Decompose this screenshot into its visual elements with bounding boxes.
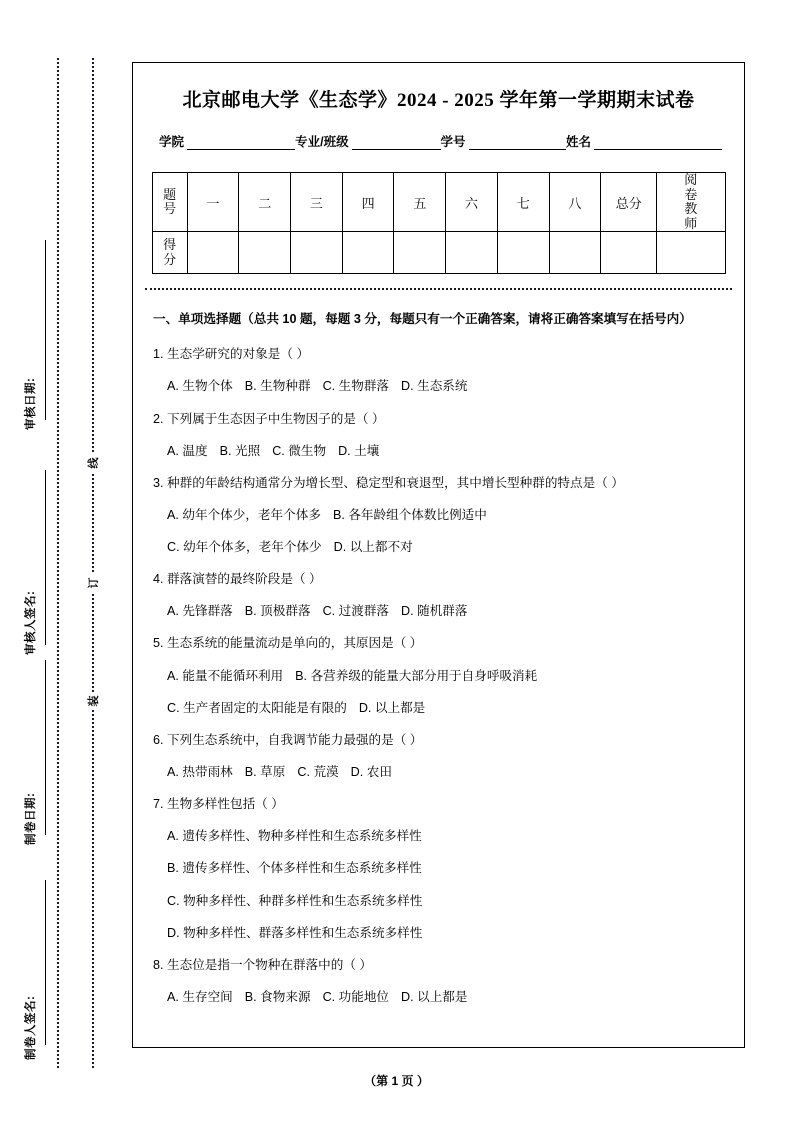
score-cell-4[interactable] [394, 232, 446, 274]
question-4-option-a[interactable]: A. 先锋群落 [167, 604, 233, 619]
score-cell-6[interactable] [497, 232, 549, 274]
score-table-col-3: 四 [342, 173, 394, 232]
field-major-class[interactable] [295, 132, 440, 150]
field-major-class-label: 专业/班级 [295, 135, 349, 149]
question-2-stem: 2. 下列属于生态因子中生物因子的是（ ） [153, 411, 385, 426]
seam-char-1: 订 [82, 574, 104, 592]
question-7-options-line-3 [167, 923, 728, 943]
grader-signature-cell[interactable] [657, 232, 725, 274]
question-5-option-b[interactable]: B. 各营养级的能量大部分用于自身呼吸消耗 [295, 668, 538, 683]
score-table-grader-header: 阅 卷 教 师 [657, 173, 725, 232]
seam-char-2: 装 [82, 692, 104, 710]
question-4-option-c[interactable]: C. 过渡群落 [322, 604, 390, 619]
question-7-option-d[interactable]: D. 物种多样性、群落多样性和生态系统多样性 [167, 925, 423, 940]
vertical-dotted-line-outer [57, 58, 59, 1068]
score-table-col-0: 一 [187, 173, 239, 232]
score-cell-1[interactable] [239, 232, 291, 274]
question-8-stem: 8. 生态位是指一个物种在群落中的（ ） [153, 957, 373, 972]
question-1-options-line-0 [167, 376, 728, 396]
question-6-stem: 6. 下列生态系统中，自我调节能力最强的是（ ） [153, 732, 423, 747]
question-7-options-line-0 [167, 826, 728, 846]
question-2-option-c[interactable]: C. 微生物 [272, 443, 327, 458]
question-6-options-line-0 [167, 762, 728, 782]
question-4-option-b[interactable]: B. 顶极群落 [244, 604, 311, 619]
question-2-option-a[interactable]: A. 温度 [167, 443, 208, 458]
left-margin-apparatus [0, 0, 130, 1122]
question-8-option-b[interactable]: B. 食物来源 [244, 990, 311, 1005]
field-major-class-rule[interactable] [352, 136, 441, 150]
field-student-id-rule[interactable] [469, 136, 567, 150]
question-1-option-c[interactable]: C. 生物群落 [322, 379, 390, 394]
exam-paper-sheet [132, 62, 745, 1048]
question-6-option-c[interactable]: C. 荒漠 [297, 765, 339, 780]
question-3-options-line-1 [167, 537, 728, 557]
question-3-option-d[interactable]: D. 以上都不对 [333, 540, 413, 555]
question-list [153, 344, 728, 1007]
seam-char-0: 线 [82, 454, 104, 472]
score-table-col-4: 五 [394, 173, 446, 232]
question-7-options-line-1 [167, 858, 728, 878]
question-3-option-a[interactable]: A. 幼年个体少，老年个体多 [167, 507, 321, 522]
score-table-col-2: 三 [291, 173, 343, 232]
question-7-stem: 7. 生物多样性包括（ ） [153, 797, 284, 812]
question-2-option-d[interactable]: D. 土壤 [338, 443, 380, 458]
score-table-col-6: 七 [497, 173, 549, 232]
question-5-option-a[interactable]: A. 能量不能循环利用 [167, 668, 284, 683]
question-1-option-a[interactable]: A. 生物个体 [167, 379, 233, 394]
score-cell-total[interactable] [601, 232, 657, 274]
question-3-stem: 3. 种群的年龄结构通常分为增长型、稳定型和衰退型，其中增长型种群的特点是（ ） [153, 475, 624, 490]
margin-label-2: 制卷日期: [25, 792, 37, 845]
score-table-stub-score: 得 分 [152, 232, 187, 274]
page-footer [0, 1072, 793, 1089]
field-student-id[interactable] [441, 132, 567, 150]
score-table-score-row [152, 232, 725, 274]
question-1-option-d[interactable]: D. 生态系统 [401, 379, 468, 394]
page-number-label: （第 1 页 ） [364, 1074, 429, 1088]
score-cell-5[interactable] [446, 232, 498, 274]
score-table-stub-number: 题 号 [152, 173, 187, 232]
question-7-option-c[interactable]: C. 物种多样性、种群多样性和生态系统多样性 [167, 893, 423, 908]
question-6-option-d[interactable]: D. 农田 [350, 765, 392, 780]
section-heading: 一、单项选择题（总共 10 题，每题 3 分，每题只有一个正确答案，请将正确答案填写在括号内） [153, 312, 692, 327]
margin-rule-3 [45, 880, 46, 1045]
field-college-rule[interactable] [187, 136, 295, 150]
question-6-option-a[interactable]: A. 热带雨林 [167, 765, 233, 780]
question-6-option-b[interactable]: B. 草原 [244, 765, 286, 780]
vertical-dotted-line-inner [92, 58, 94, 1068]
field-name-rule[interactable] [594, 136, 722, 150]
field-student-id-label: 学号 [440, 135, 466, 149]
score-cell-2[interactable] [291, 232, 343, 274]
score-cell-0[interactable] [187, 232, 239, 274]
question-5-option-c[interactable]: C. 生产者固定的太阳能是有限的 [167, 700, 347, 715]
question-5-option-d[interactable]: D. 以上都是 [358, 700, 426, 715]
score-table-col-5: 六 [446, 173, 498, 232]
question-8-option-a[interactable]: A. 生存空间 [167, 990, 233, 1005]
field-name-label: 姓名 [566, 135, 592, 149]
question-4-stem: 4. 群落演替的最终阶段是（ ） [153, 572, 322, 587]
question-1-stem: 1. 生态学研究的对象是（ ） [153, 347, 310, 362]
question-8-options-line-0 [167, 987, 728, 1007]
score-table-col-7: 八 [549, 173, 601, 232]
margin-label-0: 审核日期: [25, 377, 37, 430]
field-college[interactable] [159, 132, 295, 150]
score-cell-3[interactable] [342, 232, 394, 274]
score-cell-7[interactable] [549, 232, 601, 274]
field-name[interactable] [566, 132, 722, 150]
margin-rule-2 [45, 660, 46, 835]
question-7-option-a[interactable]: A. 遗传多样性、物种多样性和生态系统多样性 [167, 829, 422, 844]
margin-rule-0 [45, 240, 46, 420]
question-5-stem: 5. 生态系统的能量流动是单向的，其原因是（ ） [153, 636, 423, 651]
question-3-options-line-0 [167, 505, 728, 525]
dotted-divider [145, 288, 732, 290]
question-8-option-c[interactable]: C. 功能地位 [322, 990, 390, 1005]
question-5-options-line-1 [167, 698, 728, 718]
question-3-option-b[interactable]: B. 各年龄组个体数比例适中 [332, 507, 487, 522]
question-7-options-line-2 [167, 891, 728, 911]
question-4-option-d[interactable]: D. 随机群落 [401, 604, 468, 619]
question-2-option-b[interactable]: B. 光照 [219, 443, 261, 458]
page-title: 北京邮电大学《生态学》2024 - 2025 学年第一学期期末试卷 [182, 90, 695, 111]
question-3-option-c[interactable]: C. 幼年个体多，老年个体少 [167, 540, 322, 555]
margin-label-1: 审核人签名: [25, 590, 37, 655]
question-2-options-line-0 [167, 441, 728, 461]
question-1-option-b[interactable]: B. 生物种群 [244, 379, 311, 394]
question-5-options-line-0 [167, 666, 728, 686]
score-table-total-header: 总分 [601, 173, 657, 232]
margin-label-3: 制卷人签名: [25, 995, 37, 1060]
question-4-options-line-0 [167, 601, 728, 621]
question-body [153, 308, 728, 1007]
score-table-col-1: 二 [239, 173, 291, 232]
question-7-option-b[interactable]: B. 遗传多样性、个体多样性和生态系统多样性 [167, 861, 422, 876]
score-table-header-row [152, 173, 725, 232]
margin-rule-1 [45, 470, 46, 645]
question-8-option-d[interactable]: D. 以上都是 [401, 990, 468, 1005]
score-table [152, 172, 726, 274]
field-college-label: 学院 [159, 135, 185, 149]
student-info-line [159, 132, 722, 150]
